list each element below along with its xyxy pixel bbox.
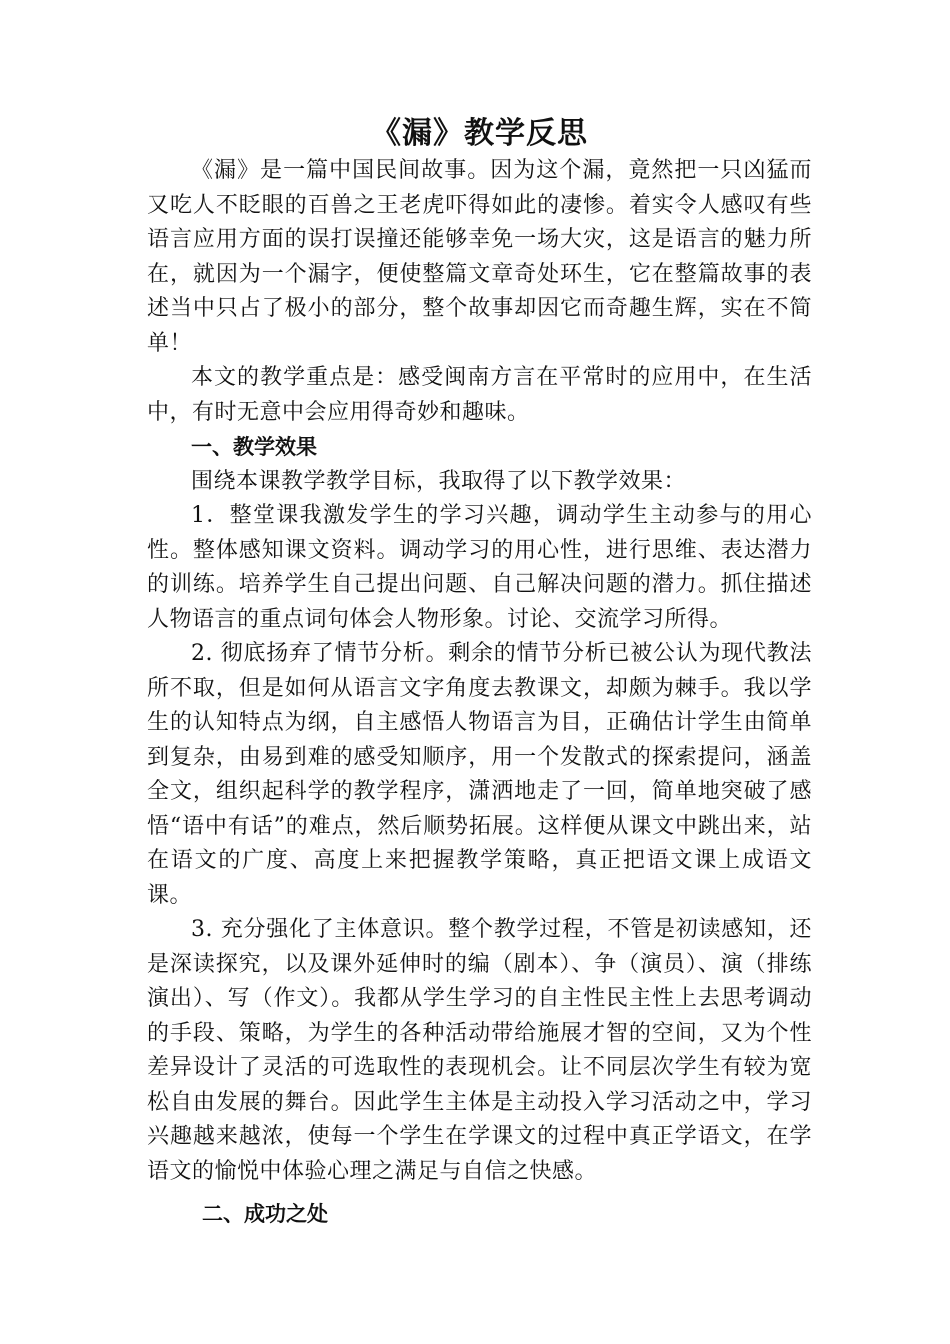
paragraph-effect-intro: 围绕本课教学教学目标，我取得了以下教学效果： bbox=[191, 468, 687, 494]
document-body bbox=[147, 114, 812, 1232]
paragraph-effect-2: 2. 彻底扬弃了情节分析。剩余的情节分析已被公认为现代教法所不取，但是如何从语言文字角度去教课文，却颇为棘手。我以学生的认知特点为纲，自主感悟人物语言为目，正确估计学生由简单到复杂，由易到难的感受知顺序，用一个发散式的探索提问，涵盖全文，组织起科学的教学程序，潇洒地走了一回，简单地突破了感悟“语中有话”的难点，然后顺势拓展。这样便从课文中跳出来，站在语文的广度、高度上来把握教学策略，真正把语文课上成语文课。 bbox=[147, 641, 812, 908]
section-heading-success: 二、成功之处 bbox=[202, 1202, 328, 1226]
section-heading-teaching-effect: 一、教学效果 bbox=[191, 435, 317, 459]
paragraph-effect-1: 1．整堂课我激发学生的学习兴趣，调动学生主动参与的用心性。整体感知课文资料。调动学习的用心性，进行思维、表达潜力的训练。培养学生自己提出问题、自己解决问题的潜力。抓住描述人物语言的重点词句体会人物形象。讨论、交流学习所得。 bbox=[147, 503, 812, 632]
document-title: 《漏》教学反思 bbox=[371, 116, 588, 151]
paragraph-effect-3: 3. 充分强化了主体意识。整个教学过程，不管是初读感知，还是深读探究，以及课外延伸时的编（剧本）、争（演员）、演（排练演出）、写（作文）。我都从学生学习的自主性民主性上去思考调动的手段、策略，为学生的各种活动带给施展才智的空间，又为个性差异设计了灵活的可选取性的表现机会。让不同层次学生有较为宽松自由发展的舞台。因此学生主体是主动投入学习活动之中，学习兴趣越来越浓，使每一个学生在学课文的过程中真正学语文，在学语文的愉悦中体验心理之满足与自信之快感。 bbox=[147, 917, 812, 1184]
paragraph-teaching-focus: 本文的教学重点是：感受闽南方言在平常时的应用中，在生活中，有时无意中会应用得奇妙和趣味。 bbox=[147, 365, 812, 425]
paragraph-intro: 《漏》是一篇中国民间故事。因为这个漏，竟然把一只凶猛而又吃人不眨眼的百兽之王老虎吓得如此的凄惨。着实令人感叹有些语言应用方面的误打误撞还能够幸免一场大灾，这是语言的魅力所在，就因为一个漏字，便使整篇文章奇处环生，它在整篇故事的表述当中只占了极小的部分，整个故事却因它而奇趣生辉，实在不简单！ bbox=[147, 158, 812, 356]
